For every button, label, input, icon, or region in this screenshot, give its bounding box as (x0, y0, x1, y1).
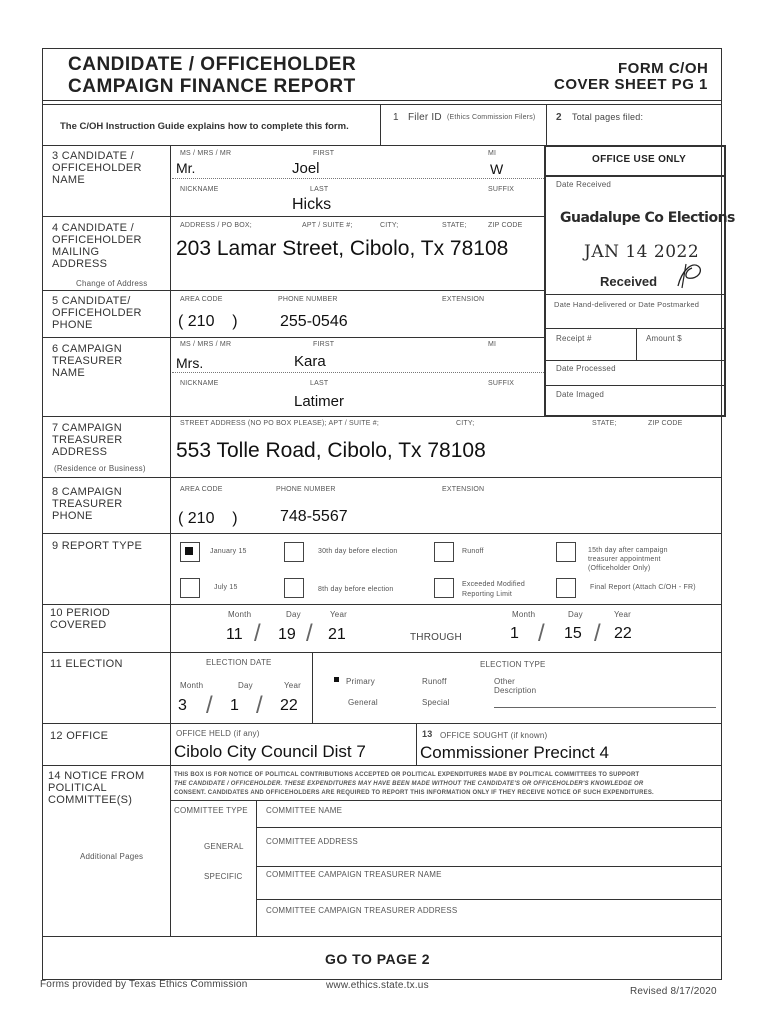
s10-to-day-label: Day (568, 610, 583, 619)
date-received-label: Date Received (556, 180, 612, 189)
s14-type-divider (256, 800, 257, 936)
s8-phone-label: PHONE NUMBER (276, 486, 336, 493)
s10-from-month-label: Month (228, 610, 252, 619)
s11-runoff-label: Runoff (422, 677, 447, 686)
period-from-day: 19 (278, 626, 296, 643)
form-id-line2: COVER SHEET PG 1 (554, 76, 708, 93)
general-label: General (348, 698, 378, 707)
office-divider-5 (546, 385, 724, 386)
period-slash-3: / (538, 620, 545, 647)
section4-label: 4 CANDIDATE / OFFICEHOLDER MAILING ADDRESS (52, 222, 142, 270)
day30-label: 30th day before election (318, 548, 398, 555)
election-slash-2: / (256, 692, 263, 719)
checkbox-exceeded[interactable] (434, 578, 454, 598)
election-day: 1 (230, 697, 239, 714)
ethics-website: www.ethics.state.tx.us (326, 980, 429, 991)
s7-bottom (42, 477, 722, 478)
period-to-day: 15 (564, 625, 582, 642)
s10-from-year-label: Year (330, 610, 347, 619)
checkbox-30th-day[interactable] (284, 542, 304, 562)
election-slash-1: / (206, 692, 213, 719)
checkbox-15th-day[interactable] (556, 542, 576, 562)
candidate-area-code: ( 210 ) (178, 313, 238, 330)
through-label: THROUGH (410, 632, 462, 643)
residence-or-business: (Residence or Business) (54, 464, 146, 473)
section13-num: 13 (422, 729, 433, 739)
total-pages-num: 2 (556, 112, 562, 123)
treasurer-phone: 748-5567 (280, 508, 348, 525)
change-of-address: Change of Address (76, 279, 148, 288)
office-divider-3 (546, 328, 724, 329)
form-title-line2: CAMPAIGN FINANCE REPORT (68, 76, 356, 97)
s7-zip-label: ZIP CODE (648, 420, 683, 427)
treasurer-address: 553 Tolle Road, Cibolo, Tx 78108 (176, 439, 486, 462)
s10-to-year-label: Year (614, 610, 631, 619)
notice-line3: CONSENT. CANDIDATES AND OFFICEHOLDERS ARE REQUIRED TO REPORT THIS INFORMATION ONLY IF THEY RECEIVE NOTICE OF SUCH EXPENDITURES. (174, 790, 654, 796)
section14-label: 14 NOTICE FROM POLITICAL COMMITTEE(S) (48, 770, 145, 806)
office-sought-value: Commissioner Precinct 4 (420, 743, 609, 762)
notice-line2: THE CANDIDATE / OFFICEHOLDER. THESE EXPENDITURES MAY HAVE BEEN MADE WITHOUT THE CANDIDATE'S OR OFFICEHOLDER'S KNOWLEDGE OR (174, 781, 644, 787)
s9-bottom (42, 604, 722, 605)
s7-state-label: STATE; (592, 420, 617, 427)
treasurer-area-code: ( 210 ) (178, 510, 238, 527)
s6-last-label: LAST (310, 380, 329, 387)
s3-suffix-label: SUFFIX (488, 186, 515, 193)
instruction-text: The C/OH Instruction Guide explains how to complete this form. (60, 121, 349, 132)
instruction-divider-v (380, 105, 381, 145)
s11-bottom (42, 723, 722, 724)
section10-label: 10 PERIOD COVERED (50, 607, 111, 631)
election-year: 22 (280, 697, 298, 714)
office-divider-4 (546, 360, 724, 361)
stamp-initials-mark (672, 260, 706, 290)
office-held-value: Cibolo City Council Dist 7 (174, 742, 366, 761)
total-pages-divider (546, 105, 547, 145)
committee-general-label: GENERAL (204, 842, 244, 851)
form-title-line1: CANDIDATE / OFFICEHOLDER (68, 54, 357, 75)
s5-ext-label: EXTENSION (442, 296, 485, 303)
stamp-date: JAN 14 2022 (584, 242, 700, 262)
treasurer-first-name: Kara (294, 353, 326, 370)
jan15-label: January 15 (210, 548, 247, 555)
filer-id-sub: (Ethics Commission Filers) (447, 114, 536, 121)
s6-first-label: FIRST (313, 341, 335, 348)
committee-specific-label: SPECIFIC (204, 872, 243, 881)
treasurer-last-name: Latimer (294, 393, 345, 410)
s12-s13-divider (416, 724, 417, 766)
s14-label-divider (170, 766, 171, 936)
primary-checkbox-mark[interactable] (334, 677, 339, 682)
s8-bottom (42, 533, 722, 534)
office-use-title: OFFICE USE ONLY (592, 154, 687, 165)
s6-ms-label: MS / MRS / MR (180, 341, 232, 348)
primary-label: Primary (346, 677, 375, 686)
total-pages-label: Total pages filed: (572, 112, 644, 122)
candidate-last-name: Hicks (292, 196, 332, 213)
s7-city-label: CITY; (456, 420, 475, 427)
hand-delivered-label: Date Hand-delivered or Date Postmarked (554, 300, 700, 309)
s14-treasurer-line (256, 899, 722, 900)
office-sought-label: OFFICE SOUGHT (if known) (440, 731, 548, 740)
section11-label: 11 ELECTION (50, 658, 123, 670)
s4-address-label: ADDRESS / PO BOX; (180, 222, 252, 229)
candidate-first-name: Joel (292, 160, 320, 177)
s14-name-line (256, 827, 722, 828)
s12-bottom (42, 765, 722, 766)
filer-id-label: Filer ID (408, 112, 442, 123)
forms-provided-by: Forms provided by Texas Ethics Commission (40, 979, 248, 990)
s11-year-label: Year (284, 681, 301, 690)
go-to-page-2: GO TO PAGE 2 (325, 951, 431, 967)
period-slash-4: / (594, 620, 601, 647)
section9-label: 9 REPORT TYPE (52, 540, 143, 552)
period-to-month: 1 (510, 625, 519, 642)
s11-col-divider (312, 653, 313, 723)
stamp-received: Received (600, 274, 658, 289)
s14-header-line (170, 800, 722, 801)
period-to-year: 22 (614, 625, 632, 642)
section7-label: 7 CAMPAIGN TREASURER ADDRESS (52, 422, 123, 458)
election-date-label: ELECTION DATE (206, 658, 272, 667)
s3-last-label: LAST (310, 186, 329, 193)
candidate-title: Mr. (176, 160, 196, 176)
jul15-label: July 15 (214, 584, 238, 591)
section12-label: 12 OFFICE (50, 730, 109, 742)
period-slash-1: / (254, 620, 261, 647)
final-report-label: Final Report (Attach C/OH - FR) (590, 584, 696, 591)
s4-apt-label: APT / SUITE #; (302, 222, 353, 229)
section8-label: 8 CAMPAIGN TREASURER PHONE (52, 486, 123, 522)
header-divider (42, 100, 722, 101)
s6-mi-label: MI (488, 341, 497, 348)
s5-phone-label: PHONE NUMBER (278, 296, 338, 303)
notice-line1: THIS BOX IS FOR NOTICE OF POLITICAL CONTRIBUTIONS ACCEPTED OR POLITICAL EXPENDITURES MADE BY POLITICAL COMMITTEES TO SUPPORT (174, 772, 640, 778)
s3-bottom (42, 216, 544, 217)
candidate-mi: W (490, 161, 504, 177)
s3-dotted-line (172, 178, 544, 179)
election-month: 3 (178, 697, 187, 714)
office-divider-v (636, 329, 637, 360)
section3-label: 3 CANDIDATE / OFFICEHOLDER NAME (52, 150, 142, 186)
s7-street-label: STREET ADDRESS (NO PO BOX PLEASE); APT / SUITE #; (180, 420, 379, 427)
date-processed-label: Date Processed (556, 364, 616, 373)
s14-address-line (256, 866, 722, 867)
s11-month-label: Month (180, 681, 204, 690)
office-use-divider (546, 175, 724, 177)
revised-date: Revised 8/17/2020 (630, 986, 717, 997)
treasurer-address-label: COMMITTEE CAMPAIGN TREASURER ADDRESS (266, 906, 458, 915)
s6-bottom (42, 416, 722, 417)
s3-ms-label: MS / MRS / MR (180, 150, 232, 157)
committee-name-label: COMMITTEE NAME (266, 806, 343, 815)
s6-suffix-label: SUFFIX (488, 380, 515, 387)
s3-mi-label: MI (488, 150, 497, 157)
s4-city-label: CITY; (380, 222, 399, 229)
s6-nickname-label: NICKNAME (180, 380, 219, 387)
s14-bottom (42, 936, 722, 937)
s6-dotted-line (172, 372, 544, 373)
s10-from-day-label: Day (286, 610, 301, 619)
office-divider-2 (546, 294, 724, 295)
additional-pages: Additional Pages (80, 852, 144, 861)
candidate-phone: 255-0546 (280, 313, 348, 330)
runoff-report-label: Runoff (462, 548, 484, 555)
s11-day-label: Day (238, 681, 253, 690)
checkbox-runoff[interactable] (434, 542, 454, 562)
s4-bottom (42, 290, 544, 291)
treasurer-title: Mrs. (176, 355, 204, 371)
s3-nickname-label: NICKNAME (180, 186, 219, 193)
receipt-label: Receipt # (556, 334, 592, 343)
treasurer-name-label: COMMITTEE CAMPAIGN TREASURER NAME (266, 870, 442, 879)
filer-id-num: 1 (393, 112, 399, 123)
period-slash-2: / (306, 620, 313, 647)
committee-address-label: COMMITTEE ADDRESS (266, 837, 358, 846)
candidate-mailing-address: 203 Lamar Street, Cibolo, Tx 78108 (176, 237, 509, 260)
checkbox-8th-day[interactable] (284, 578, 304, 598)
section6-label: 6 CAMPAIGN TREASURER NAME (52, 343, 123, 379)
s3-first-label: FIRST (313, 150, 335, 157)
s5-area-label: AREA CODE (180, 296, 223, 303)
stamp-line1: Guadalupe Co Elections (560, 210, 735, 226)
committee-type-label: COMMITTEE TYPE (174, 806, 248, 815)
section5-label: 5 CANDIDATE/ OFFICEHOLDER PHONE (52, 295, 142, 331)
checkbox-final-report[interactable] (556, 578, 576, 598)
s8-ext-label: EXTENSION (442, 486, 485, 493)
form-id-line1: FORM C/OH (618, 60, 709, 77)
day8-label: 8th day before election (318, 586, 394, 593)
label-column-divider (170, 145, 171, 765)
day15-label: 15th day after campaign treasurer appointment (Officeholder Only) (588, 547, 668, 572)
office-held-label: OFFICE HELD (if any) (176, 729, 260, 738)
s5-bottom (42, 337, 544, 338)
s8-area-label: AREA CODE (180, 486, 223, 493)
period-from-month: 11 (226, 626, 243, 643)
s4-state-label: STATE; (442, 222, 467, 229)
period-from-year: 21 (328, 626, 346, 643)
special-label: Special (422, 698, 450, 707)
amount-label: Amount $ (646, 334, 682, 343)
date-imaged-label: Date Imaged (556, 390, 605, 399)
s4-zip-label: ZIP CODE (488, 222, 523, 229)
s10-to-month-label: Month (512, 610, 536, 619)
header-divider-2 (42, 104, 722, 105)
checkbox-july-15[interactable] (180, 578, 200, 598)
checkbox-january-15-mark (185, 547, 193, 555)
s10-bottom (42, 652, 722, 653)
other-description-line (494, 707, 716, 708)
other-description-label: Other Description (494, 677, 537, 695)
exceeded-label: Exceeded Modified Reporting Limit (462, 581, 525, 598)
election-type-label: ELECTION TYPE (480, 660, 546, 669)
